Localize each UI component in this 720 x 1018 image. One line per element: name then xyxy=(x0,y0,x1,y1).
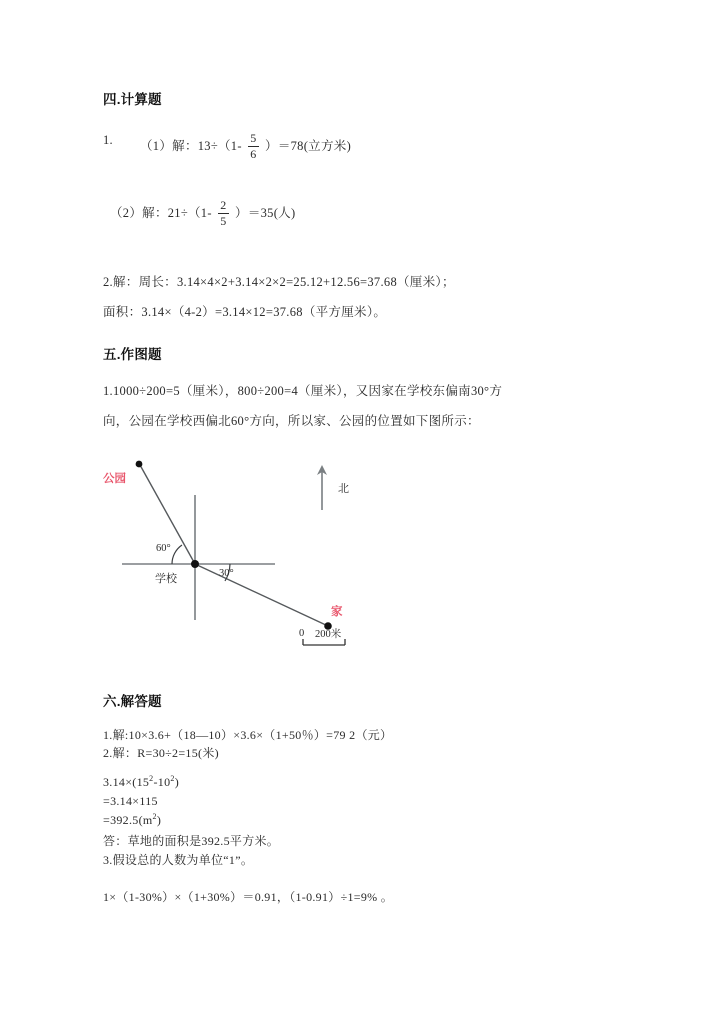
exponent-square-meter: 2 xyxy=(152,812,157,821)
label-park: 公园 xyxy=(103,473,126,485)
answer-line-4-2 xyxy=(110,200,295,228)
fraction-two-fifths xyxy=(218,199,228,227)
label-scale-value: 200米 xyxy=(315,629,342,640)
answer-line-4-1 xyxy=(140,133,351,161)
answer-line-5-1: 1.1000÷200=5（厘米），800÷200=4（厘米），又因家在学校东偏南30°方 xyxy=(103,384,503,398)
direction-diagram xyxy=(100,448,390,663)
section-heading-five: 五.作图题 xyxy=(103,347,162,362)
answer-line-6-3-pre: 3.14×(15 xyxy=(103,775,150,789)
answer-line-6-3-post: ) xyxy=(174,775,179,789)
answer-line-6-8: 1×（1-30%）×（1+30%）＝0.91，（1-0.91）÷1=9% 。 xyxy=(103,890,394,904)
ray-to-home xyxy=(195,564,328,626)
angle-arc-60 xyxy=(172,545,182,564)
exponent-10: 2 xyxy=(170,774,175,783)
answer-line-4-1-prefix: （1）解：13÷（1- xyxy=(140,138,242,153)
answer-line-4-2-suffix: ）＝35(人) xyxy=(235,205,296,220)
answer-line-4-4: 面积：3.14×（4-2）=3.14×12=37.68（平方厘米）。 xyxy=(103,305,387,319)
answer-line-6-3-mid: -10 xyxy=(153,775,171,789)
point-school xyxy=(191,560,199,568)
section-heading-four: 四.计算题 xyxy=(103,92,162,107)
fraction-numerator: 2 xyxy=(220,198,227,212)
point-park xyxy=(136,461,143,468)
fraction-numerator: 5 xyxy=(250,131,257,145)
answer-line-4-2-prefix: （2）解：21÷（1- xyxy=(110,205,212,220)
fraction-denominator: 5 xyxy=(220,213,227,228)
label-scale-zero: 0 xyxy=(299,628,305,639)
label-home: 家 xyxy=(331,606,343,618)
answer-line-4-3: 2.解：周长：3.14×4×2+3.14×2×2=25.12+12.56=37.68（厘米）； xyxy=(103,275,455,289)
answer-line-6-5-pre: =392.5(m xyxy=(103,813,153,827)
answer-line-6-5-post: ) xyxy=(156,813,162,827)
answer-line-6-2: 2.解：R=30÷2=15(米) xyxy=(103,746,219,760)
label-angle-30: 30° xyxy=(219,568,234,579)
answer-line-6-7: 3.假设总的人数为单位“1”。 xyxy=(103,853,254,867)
fraction-five-sixths xyxy=(248,132,258,160)
answer-line-6-6: 答：草地的面积是392.5平方米。 xyxy=(103,834,280,848)
item-number-1: 1. xyxy=(103,133,113,147)
answer-line-6-3 xyxy=(103,775,179,790)
fraction-denominator: 6 xyxy=(250,146,257,161)
answer-line-6-5 xyxy=(103,813,161,828)
answer-line-5-2: 向，公园在学校西偏北60°方向，所以家、公园的位置如下图所示： xyxy=(103,414,480,428)
section-heading-six: 六.解答题 xyxy=(103,694,162,709)
exponent-15: 2 xyxy=(149,774,154,783)
label-angle-60: 60° xyxy=(156,543,171,554)
label-school: 学校 xyxy=(155,573,177,585)
label-north: 北 xyxy=(338,483,349,495)
answer-line-4-1-suffix: ）＝78(立方米) xyxy=(265,138,352,153)
answer-line-6-4: =3.14×115 xyxy=(103,794,158,808)
answer-line-6-1: 1.解:10×3.6+（18—10）×3.6×（1+50％）=79 2（元） xyxy=(103,728,393,742)
